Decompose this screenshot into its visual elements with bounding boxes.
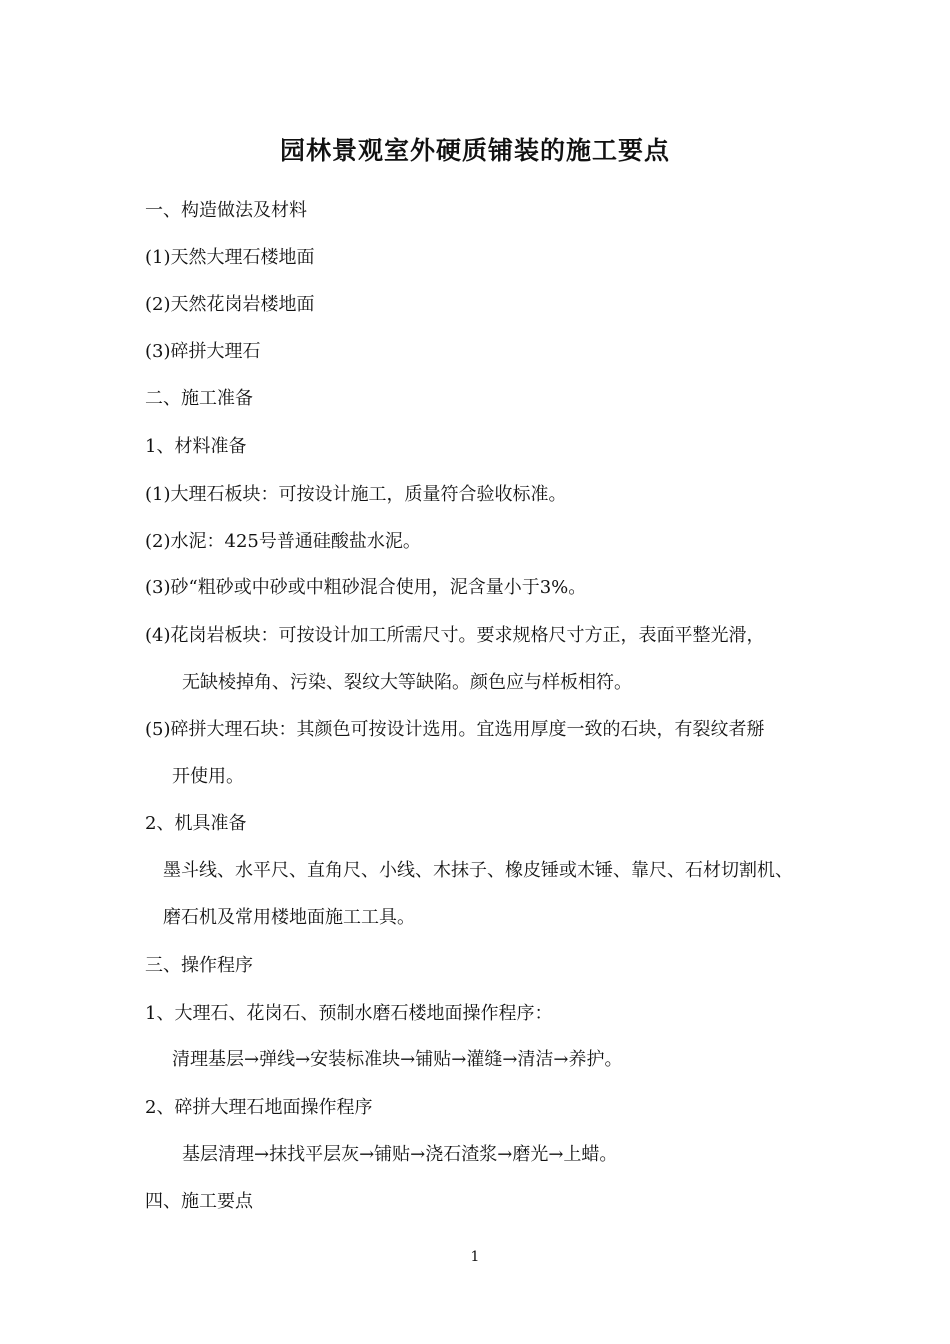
list-item: (5)碎拼大理石块：其颜色可按设计选用。宜选用厚度一致的石块，有裂纹者掰: [145, 719, 765, 740]
procedure-line: 清理基层→弹线→安装标准块→铺贴→灌缝→清洁→养护。: [172, 1049, 623, 1070]
subsection-heading: 2、碎拼大理石地面操作程序: [145, 1097, 373, 1118]
list-item: (2)天然花岗岩楼地面: [145, 294, 315, 315]
section-heading-2: 二、施工准备: [145, 388, 253, 409]
list-item: (3)砂“粗砂或中砂或中粗砂混合使用，泥含量小于3%。: [145, 577, 587, 598]
list-item: (1)天然大理石楼地面: [145, 247, 315, 268]
section-heading-4: 四、施工要点: [145, 1191, 253, 1212]
section-heading-3: 三、操作程序: [145, 955, 253, 976]
list-item: (3)碎拼大理石: [145, 341, 261, 362]
list-item-continuation: 无缺棱掉角、污染、裂纹大等缺陷。颜色应与样板相符。: [182, 672, 632, 693]
list-item-continuation: 开使用。: [172, 766, 244, 787]
subsection-heading: 2、机具准备: [145, 813, 247, 834]
subsection-heading: 1、材料准备: [145, 436, 247, 457]
list-item: (1)大理石板块：可按设计施工，质量符合验收标准。: [145, 484, 567, 505]
paragraph-line: 磨石机及常用楼地面施工工具。: [163, 907, 415, 928]
paragraph-line: 墨斗线、水平尺、直角尺、小线、木抹子、橡皮锤或木锤、靠尺、石材切割机、: [163, 860, 793, 881]
document-title: 园林景观室外硬质铺装的施工要点: [279, 136, 670, 165]
section-heading-1: 一、构造做法及材料: [145, 200, 307, 221]
list-item: (4)花岗岩板块：可按设计加工所需尺寸。要求规格尺寸方正，表面平整光滑，: [145, 625, 765, 646]
list-item: (2)水泥：425号普通硅酸盐水泥。: [145, 531, 421, 552]
subsection-heading: 1、大理石、花岗石、预制水磨石楼地面操作程序：: [145, 1003, 553, 1024]
procedure-line: 基层清理→抹找平层灰→铺贴→浇石渣浆→磨光→上蜡。: [182, 1144, 618, 1165]
page-number: 1: [470, 1249, 480, 1265]
